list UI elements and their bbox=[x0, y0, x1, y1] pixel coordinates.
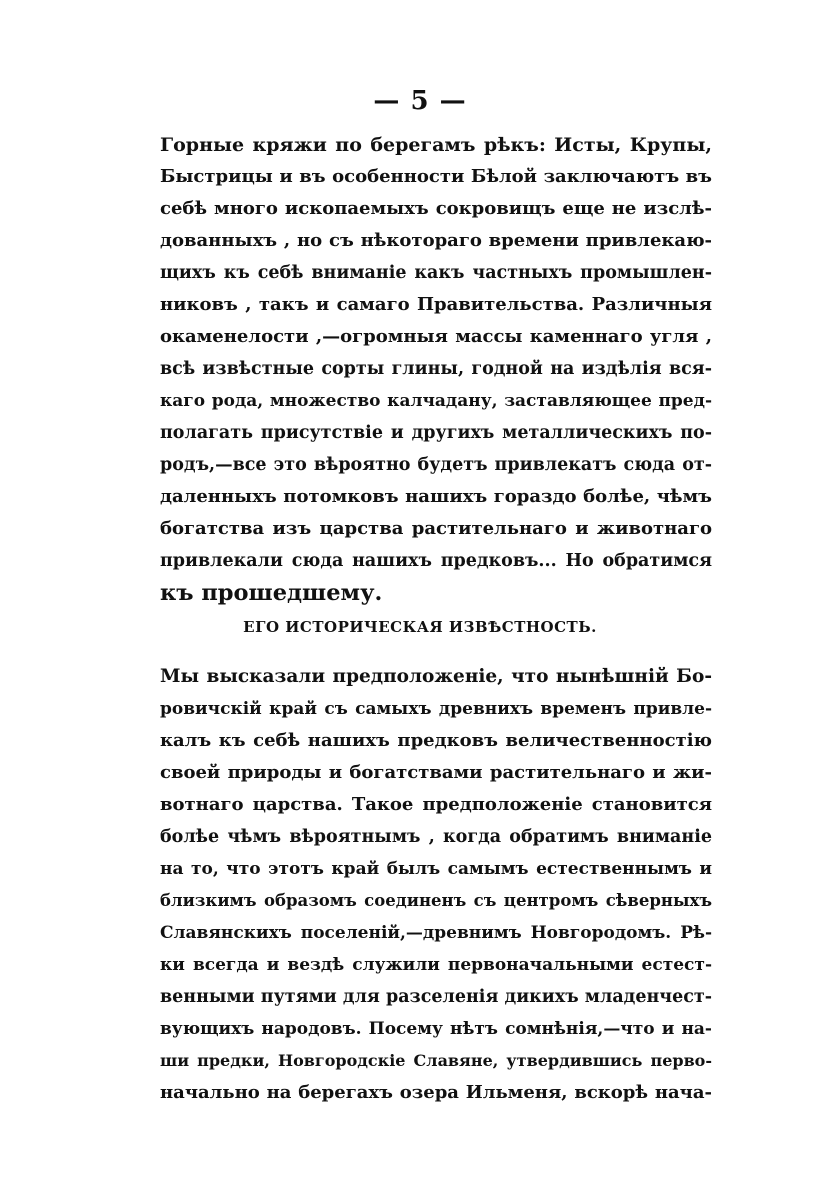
text-line: на то, что этотъ край былъ самымъ естественнымъ и bbox=[160, 859, 712, 879]
text-line: Славянскихъ поселеній,—древнимъ Новгородомъ. Рѣ- bbox=[160, 923, 712, 943]
text-line: полагать присутствіе и другихъ металлическихъ по- bbox=[160, 423, 712, 443]
text-line: вующихъ народовъ. Посему нѣтъ сомнѣнія,—что и на- bbox=[160, 1019, 712, 1039]
text-line: родъ,—все это вѣроятно будетъ привлекатъ сюда от- bbox=[160, 455, 712, 475]
text-line: ровичскій край съ самыхъ древнихъ временъ привле- bbox=[160, 699, 712, 719]
text-line: ши предки, Новгородскіе Славяне, утвердившись перво- bbox=[160, 1051, 712, 1070]
text-line: окаменелости ,—огромныя массы каменнаго угля , bbox=[160, 326, 712, 347]
text-line: привлекали сюда нашихъ предковъ... Но обратимся bbox=[160, 551, 712, 571]
text-line: Быстрицы и въ особенности Бѣлой заключаютъ въ bbox=[160, 166, 712, 187]
text-line: къ прошедшему. bbox=[160, 580, 383, 606]
text-line: всѣ извѣстные сорты глины, годной на издѣлія вся- bbox=[160, 359, 712, 379]
text-line: Мы высказали предположеніе, что нынѣшній Бо- bbox=[160, 666, 712, 687]
text-line: себѣ много ископаемыхъ сокровищъ еще не изслѣ- bbox=[160, 198, 712, 219]
text-line: венными путями для разселенія дикихъ младенчест- bbox=[160, 987, 712, 1007]
text-line: ки всегда и вездѣ служили первоначальными естест- bbox=[160, 955, 712, 975]
text-line: вотнаго царства. Такое предположеніе становится bbox=[160, 794, 712, 815]
text-line: даленныхъ потомковъ нашихъ гораздо болѣе, чѣмъ bbox=[160, 486, 712, 507]
text-line: дованныхъ , но съ нѣкотораго времени привлекаю- bbox=[160, 230, 712, 251]
text-line: никовъ , такъ и самаго Правительства. Различныя bbox=[160, 294, 712, 315]
page-number: — 5 — bbox=[373, 86, 467, 116]
text-line: калъ къ себѣ нашихъ предковъ величественностію bbox=[160, 730, 712, 751]
text-line: богатства изъ царства растительнаго и животнаго bbox=[160, 518, 712, 539]
text-line: Горные кряжи по берегамъ рѣкъ: Исты, Крупы, bbox=[160, 134, 712, 156]
text-line: начально на берегахъ озера Ильменя, вскорѣ нача- bbox=[160, 1082, 712, 1103]
text-line: болѣе чѣмъ вѣроятнымъ , когда обратимъ вниманіе bbox=[160, 827, 712, 847]
text-line: своей природы и богатствами растительнаго и жи- bbox=[160, 762, 712, 783]
text-line: щихъ къ себѣ вниманіе какъ частныхъ промышлен- bbox=[160, 263, 712, 283]
text-line: близкимъ образомъ соединенъ съ центромъ сѣверныхъ bbox=[160, 891, 712, 910]
section-heading: ЕГО ИСТОРИЧЕСКАЯ ИЗВѢСТНОСТЬ. bbox=[243, 618, 597, 636]
text-line: каго рода, множество калчадану, заставляющее пред- bbox=[160, 391, 712, 411]
